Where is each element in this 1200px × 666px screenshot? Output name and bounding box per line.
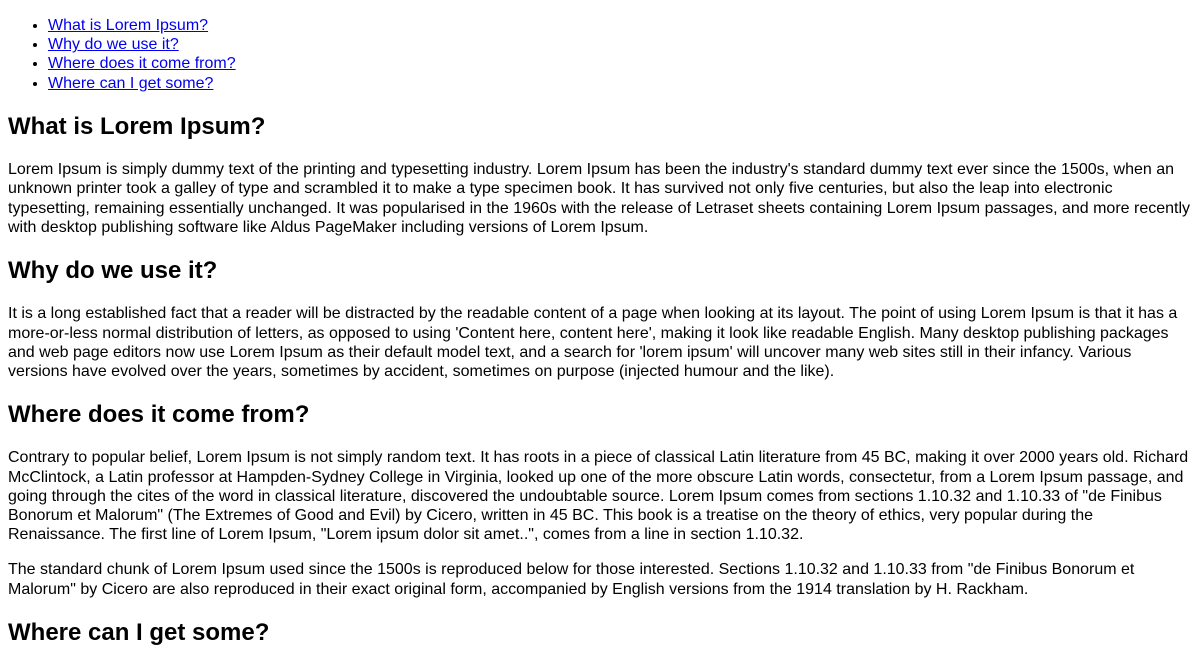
toc-link-where-can-i-get-some[interactable]: Where can I get some?	[48, 74, 214, 92]
toc-link-why-do-we-use-it[interactable]: Why do we use it?	[48, 36, 179, 54]
toc-item	[48, 74, 1192, 93]
heading-what-is-lorem-ipsum: What is Lorem Ipsum?	[8, 112, 266, 140]
paragraph-where-does-it-come-from-1: Contrary to popular belief, Lorem Ipsum is not simply random text. It has roots in a piece of classical Latin literature from 45 BC, making it over 2000 years old. Richard McClintock, a Latin professor at Hampden-Sydney College in Virginia, looked up one of the more obscure Latin words, consectetur, from a Lorem Ipsum passage, and going through the cites of the word in classical literature, discovered the undoubtable source. Lorem Ipsum comes from sections 1.10.32 and 1.10.33 of "de Finibus Bonorum et Malorum" (The Extremes of Good and Evil) by Cicero, written in 45 BC. This book is a treatise on the theory of ethics, very popular during the Renaissance. The first line of Lorem Ipsum, "Lorem ipsum dolor sit amet..", comes from a line in section 1.10.32.	[8, 449, 1189, 544]
paragraph-what-is-lorem-ipsum: Lorem Ipsum is simply dummy text of the printing and typesetting industry. Lorem Ipsum has been the industry's standard dummy text ever since the 1500s, when an unknown printer took a galley of type and scrambled it to make a type specimen book. It has survived not only five centuries, but also the leap into electronic typesetting, remaining essentially unchanged. It was popularised in the 1960s with the release of Letraset sheets containing Lorem Ipsum passages, and more recently with desktop publishing software like Aldus PageMaker including versions of Lorem Ipsum.	[8, 161, 1191, 236]
paragraph-why-do-we-use-it: It is a long established fact that a reader will be distracted by the readable content of a page when looking at its layout. The point of using Lorem Ipsum is that it has a more-or-less normal distribution of letters, as opposed to using 'Content here, content here', making it look like readable English. Many desktop publishing packages and web page editors now use Lorem Ipsum as their default model text, and a search for 'lorem ipsum' will uncover many web sites still in their infancy. Various versions have evolved over the years, sometimes by accident, sometimes on purpose (injected humour and the like).	[8, 305, 1178, 380]
paragraph-where-does-it-come-from-2: The standard chunk of Lorem Ipsum used since the 1500s is reproduced below for those interested. Sections 1.10.32 and 1.10.33 from "de Finibus Bonorum et Malorum" by Cicero are also reproduced in their exact original form, accompanied by English versions from the 1914 translation by H. Rackham.	[8, 561, 1135, 598]
toc-item	[48, 35, 1192, 54]
heading-where-can-i-get-some: Where can I get some?	[8, 618, 270, 646]
table-of-contents	[8, 16, 1192, 93]
toc-link-where-does-it-come-from[interactable]: Where does it come from?	[48, 55, 236, 73]
heading-where-does-it-come-from: Where does it come from?	[8, 400, 310, 428]
toc-item	[48, 54, 1192, 73]
toc-link-what-is-lorem-ipsum[interactable]: What is Lorem Ipsum?	[48, 17, 209, 34]
toc-item	[48, 16, 1192, 35]
heading-why-do-we-use-it: Why do we use it?	[8, 256, 218, 284]
